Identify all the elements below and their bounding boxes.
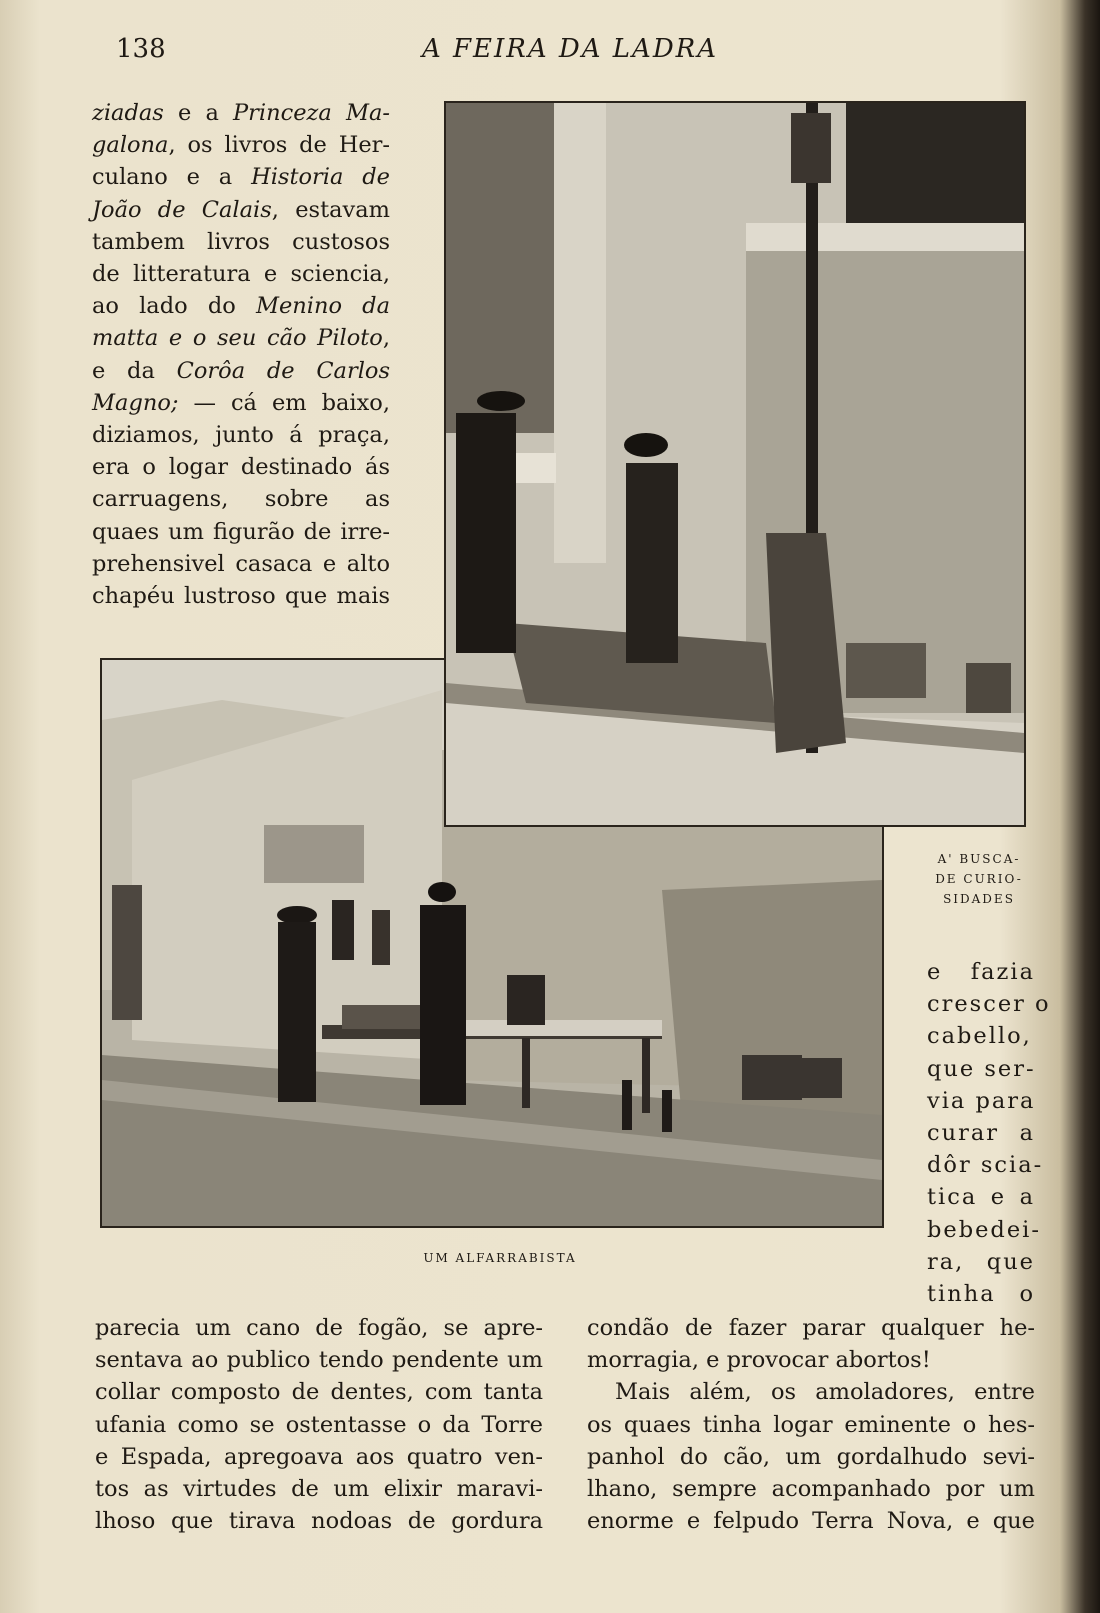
text-line: curar a [927,1120,1035,1147]
text-line: condão de fazer parar qualquer he- [587,1315,1035,1341]
text-line [92,419,390,451]
text-run: chapéu lustroso que mais [92,583,390,610]
text-run: — cá em baixo, [178,389,390,416]
text-run: e a [163,100,234,126]
intro-column [92,97,390,612]
caption-line: A' BUSCA- [937,852,1021,866]
text-run: e da [92,357,177,384]
photo-busca-curiosidades [444,101,1026,827]
italic-title: Magno; [92,389,179,416]
text-run: , [382,325,390,352]
right-narrow-column [927,956,1051,1310]
text-run: , estavam [271,196,390,223]
text-run: ao lado do [92,293,256,320]
italic-title: matta e o seu cão Piloto [92,325,383,352]
text-line: os quaes tinha logar eminente o hes- [587,1411,1035,1438]
text-line: dôr scia- [927,1152,1044,1179]
text-run: era o logar destinado ás [92,454,390,481]
italic-title: Menino da [255,293,390,320]
text-line [92,355,390,387]
text-line: cabello, [927,1023,1032,1050]
italic-title: ziadas [92,100,164,126]
text-line: bebedei- [927,1216,1041,1243]
italic-title: Corôa de Carlos [176,357,390,384]
text-run: carruagens, sobre as [92,486,390,513]
text-run: tambem livros custosos [92,228,390,255]
text-line [92,97,390,129]
italic-title: Princeza Ma- [233,100,391,126]
italic-title: João de Calais [92,196,272,223]
text-run: de litteratura e sciencia, [92,261,390,288]
text-line [92,451,390,483]
text-line [92,258,390,290]
text-line: collar composto de dentes, com tanta [95,1379,543,1406]
page-header [0,30,1100,70]
italic-title: galona [92,132,169,159]
text-line [92,194,390,226]
text-line [92,290,390,322]
text-line [92,483,390,515]
text-line: ufania como se ostentasse o da Torre [95,1411,543,1438]
text-run: diziamos, junto á praça, [92,422,390,449]
italic-title: Historia de [251,164,390,191]
text-line [92,387,390,419]
text-run: quaes um figurão de irre- [92,518,390,545]
text-line: morragia, e provocar abortos! [587,1347,931,1374]
text-line: Mais além, os amoladores, entre [615,1379,1035,1406]
text-line: crescer o [927,991,1051,1018]
text-line [92,129,390,161]
text-line [92,161,390,193]
text-line: e Espada, apregoava aos quatro ven- [95,1443,543,1470]
text-line [92,580,390,612]
text-line: enorme e felpudo Terra Nova, e que [587,1508,1035,1535]
text-line: tinha o [927,1281,1035,1308]
page-number: 138 [116,34,166,64]
bottom-left-column [95,1312,543,1537]
text-line [92,548,390,580]
text-line [92,322,390,354]
caption-line: DE CURIO- [935,872,1023,886]
caption-busca-curiosidades [914,849,1044,909]
text-line [92,516,390,548]
caption-line: SIDADES [943,892,1015,906]
caption-alfarrabista: UM ALFARRABISTA [423,1251,577,1265]
running-title: A FEIRA DA LADRA [421,34,719,64]
text-run: culano e a [92,164,252,191]
text-line: tos as virtudes de um elixir maravi- [95,1476,543,1503]
text-line: e fazia [927,959,1035,985]
text-line: panhol do cão, um gordalhudo sevi- [587,1443,1035,1470]
text-line: que ser- [927,1055,1036,1082]
text-line: parecia um cano de fogão, se apre- [95,1315,543,1341]
text-run: , os livros de Her- [168,132,390,159]
text-line: lhoso que tirava nodoas de gordura [95,1508,543,1535]
text-line: sentava ao publico tendo pendente um [95,1347,543,1374]
text-line: tica e a [927,1184,1035,1211]
text-line: lhano, sempre acompanhado por um [587,1476,1035,1503]
bottom-right-column [587,1312,1035,1537]
text-line [92,226,390,258]
text-line: via para [927,1087,1036,1114]
text-line: ra, que [927,1248,1035,1275]
text-run: prehensivel casaca e alto [92,550,390,577]
